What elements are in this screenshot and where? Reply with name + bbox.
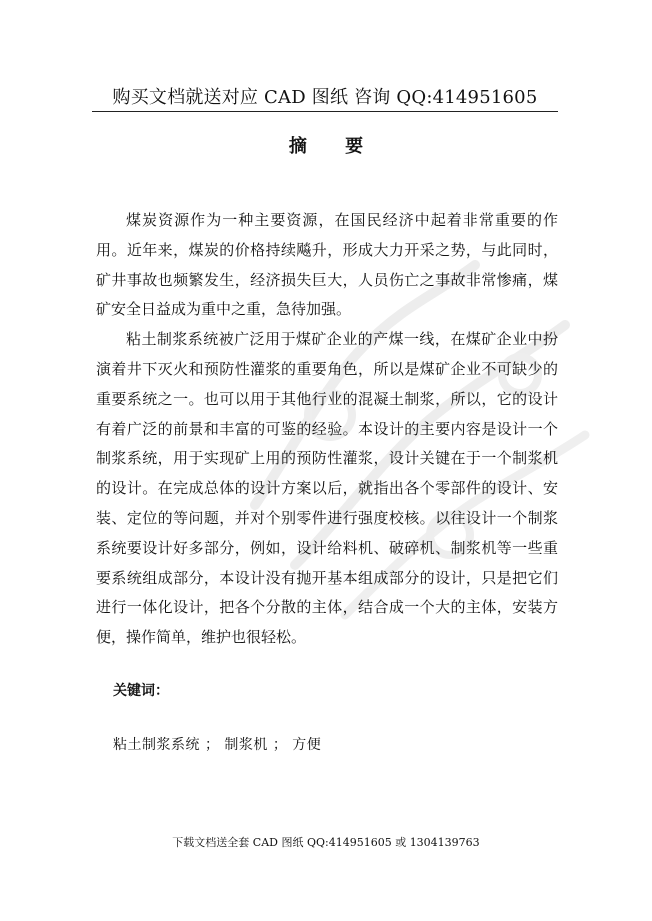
abstract-paragraph-2: 粘土制浆系统被广泛用于煤矿企业的产煤一线，在煤矿企业中扮演着井下灭火和预防性灌浆的重要角色，所以是煤矿企业不可缺少的重要系统之一。也可以用于其他行业的混凝土制浆，所以，它的设计有着广泛的前景和丰富的可鉴的经验。本设计的主要内容是设计一个制浆系统，用于实现矿上用的预防性灌浆，设计关键在于一个制浆机的设计。在完成总体的设计方案以后，就指出各个零部件的设计、安装、定位的等问题，并对个别零件进行强度校核。以往设计一个制浆系统要设计好多部分，例如，设计给料机、破碎机、制浆机等一些重要系统组成部分，本设计没有抛开基本组成部分的设计，只是把它们进行一体化设计，把各个分散的主体，结合成一个大的主体，安装方便，操作简单，维护也很轻松。 (96, 330, 558, 647)
header-text: 购买文档就送对应 CAD 图纸 咨询 QQ:414951605 (112, 87, 538, 108)
page-title: 摘 要 (288, 136, 380, 157)
header-divider (92, 111, 558, 112)
keywords-label: 关键词： (113, 683, 169, 699)
footer-text: 下载文档送全套 CAD 图纸 QQ:414951605 或 1304139763 (172, 836, 480, 849)
keywords-values: 粘土制浆系统 ； 制浆机 ； 方便 (113, 737, 322, 753)
abstract-paragraph-1: 煤炭资源作为一种主要资源，在国民经济中起着非常重要的作用。近年来，煤炭的价格持续飚升，形成大力开采之势，与此同时，矿井事故也频繁发生，经济损失巨大，人员伤亡之事故非常惨痛，煤矿安全日益成为重中之重，急待加强。 (96, 211, 558, 319)
abstract-body (96, 206, 558, 653)
